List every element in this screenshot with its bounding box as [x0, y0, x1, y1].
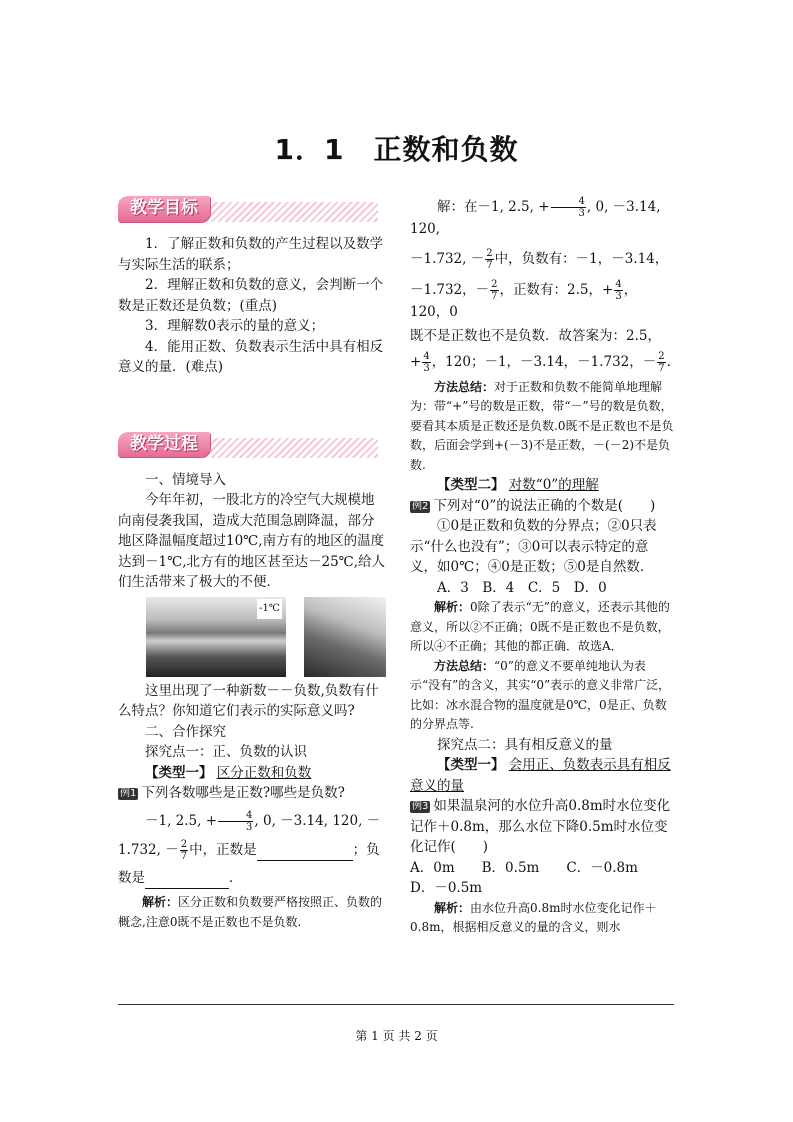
solution-part: ，120，0 [410, 281, 638, 320]
type-1-heading [118, 763, 386, 784]
section-1-heading: 一、情境导入 [145, 471, 226, 488]
solution-part: ，正数有：2.5，+ [499, 281, 614, 298]
fraction-numerator: 4 [615, 278, 622, 290]
right-column [410, 196, 674, 938]
example-1-list-line-3 [118, 868, 386, 890]
list-part: －1, 2.5, + [145, 812, 218, 829]
fraction-numerator: 4 [551, 196, 586, 208]
example-1 [118, 783, 386, 804]
fraction-numerator: 2 [658, 350, 665, 362]
fraction-denominator: 3 [578, 208, 585, 219]
example-1-tag: 例1 [120, 788, 137, 799]
list-part: 1.732, － [118, 841, 179, 858]
type-2-title: 对数“0”的理解 [508, 477, 599, 493]
fraction-2-7 [657, 351, 665, 374]
list-part: , 0, －3.14, 120, － [254, 812, 381, 829]
fraction-numerator: 2 [486, 247, 493, 259]
type-3-bracket: 【类型一】 [437, 757, 505, 773]
fraction-2-7 [180, 839, 188, 862]
process-banner-text: 教学过程 [118, 432, 210, 458]
fraction-denominator: 3 [246, 821, 253, 833]
example-2 [410, 496, 674, 517]
analysis-text: 由水位升高0.8m时水位变化记作＋0.8m，根据相反意义的量的含义，则水 [410, 900, 657, 934]
fraction-denominator: 7 [180, 850, 188, 862]
beach-photo [146, 597, 286, 677]
analysis-text: 区分正数和负数要严格按照正、负数的概念,注意0既不是正数也不是负数. [118, 895, 383, 929]
photo-temperature-label: -1℃ [257, 599, 282, 620]
intro-paragraph: 今年年初，一股北方的冷空气大规模地向南侵袭我国，造成大范围急剧降温，部分地区降温幅度超过10℃,南方有的地区的温度达到－1℃,北方有的地区甚至达－25℃,给人们生活带来了极大的不便． [118, 492, 386, 590]
analysis-3 [410, 899, 674, 938]
solution-line-1 [410, 196, 674, 240]
fraction-denominator: 7 [491, 290, 498, 302]
solution-part: －1.732，－ [410, 281, 490, 298]
fraction-2-7 [485, 248, 493, 271]
fraction-4-3 [551, 196, 586, 219]
process-banner [118, 432, 378, 464]
answer-blank-negative[interactable] [145, 868, 229, 890]
goal-4: 4．能用正数、负数表示生活中具有相反意义的量．(难点) [118, 338, 384, 375]
analysis-1 [118, 893, 386, 932]
example-3 [410, 796, 674, 858]
solution-line-2 [410, 248, 674, 271]
left-column [118, 196, 386, 932]
fraction-numerator: 4 [423, 350, 430, 362]
answer-blank-positive[interactable] [257, 840, 353, 862]
method-label: 方法总结： [434, 658, 495, 673]
solution-part: 解：在－1, 2.5, + [437, 199, 550, 215]
solution-part: 中，负数有：－1，－3.14， [494, 250, 669, 267]
method-summary-2 [410, 657, 674, 735]
fraction-denominator: 3 [423, 362, 430, 374]
list-part: 中，正数是 [189, 841, 257, 858]
fraction-4-3 [218, 810, 253, 833]
solution-part: －1.732, － [410, 250, 485, 267]
type-1-bracket: 【类型一】 [145, 764, 213, 781]
goals-banner [118, 196, 378, 228]
solution-line-5 [410, 351, 674, 374]
fraction-4-3 [422, 351, 430, 374]
solution-part: ，120；－1，－3.14，－1.732，－ [431, 353, 657, 370]
example-2-text: 下列对“0”的说法正确的个数是( ) [433, 497, 656, 514]
type-3-heading [410, 755, 674, 796]
example-1-list-line-1 [118, 810, 386, 833]
example-2-items: ①0是正数和负数的分界点；②0只表示“什么也没有”；③0可以表示特定的意义，如0℃；④0是正数；⑤0是自然数． [410, 518, 657, 575]
point-1-heading: 探究点一：正、负数的认识 [145, 744, 307, 760]
solution-line-3 [410, 279, 674, 323]
point-2-heading: 探究点二：具有相反意义的量 [437, 736, 613, 753]
example-3-tag: 例3 [412, 801, 429, 812]
goal-1: 1．了解正数和负数的产生过程以及数学与实际生活的联系； [118, 236, 384, 273]
list-part: ． [229, 869, 243, 886]
fraction-numerator: 2 [180, 838, 188, 850]
fraction-numerator: 2 [491, 278, 498, 290]
method-label: 方法总结： [434, 379, 495, 394]
footer-divider [118, 1004, 674, 1005]
analysis-label: 解析： [434, 600, 471, 614]
page-title: 1．1 正数和负数 [274, 133, 519, 166]
type-2-heading [410, 475, 674, 496]
solution-part: , 0, －3.14, 120, [410, 199, 661, 237]
solution-part: + [410, 353, 422, 370]
example-3-text: 如果温泉河的水位升高0.8m时水位变化记作＋0.8m，那么水位下降0.5m时水位变化记作( ) [410, 798, 671, 855]
fraction-denominator: 3 [615, 290, 622, 302]
goal-3: 3．理解数0表示的量的意义； [145, 318, 325, 334]
solution-line-4: 既不是正数也不是负数．故答案为：2.5， [410, 328, 661, 344]
goal-2: 2．理解正数和负数的意义，会判断一个数是正数还是负数；(重点) [118, 277, 384, 314]
method-summary-1 [410, 378, 674, 476]
method-text: “0”的意义不要单纯地认为表示“没有”的含义，其实“0”表示的意义非常广泛，比如：冰水混合物的温度就是0℃，0是正、负数的分界点等. [410, 658, 671, 731]
analysis-2 [410, 598, 674, 657]
analysis-label: 解析： [142, 895, 179, 909]
question-paragraph: 这里出现了一种新数－－负数,负数有什么特点？你知道它们表示的实际意义吗? [118, 682, 379, 719]
snow-photo [304, 597, 386, 677]
list-part: 数是 [118, 869, 145, 886]
fraction-denominator: 7 [658, 362, 665, 374]
example-1-list-line-2 [118, 839, 386, 862]
list-part: ；负 [352, 841, 380, 858]
example-3-options-1: A．0m B．0.5m C．－0.8m [410, 859, 638, 876]
solution-part: . [666, 353, 671, 370]
example-2-tag: 例2 [412, 500, 429, 512]
photo-row [118, 597, 386, 679]
type-1-title: 区分正数和负数 [216, 764, 312, 781]
fraction-denominator: 7 [486, 259, 493, 271]
goals-banner-text: 教学目标 [118, 196, 210, 222]
fraction-numerator: 4 [218, 810, 253, 822]
example-3-options-2: D．－0.5m [410, 880, 483, 896]
method-text: 对于正数和负数不能简单地理解为：带“+”号的数是正数，带“－”号的数是负数，要看其本质是正数还是负数.0既不是正数也不是负数，后面会学到+(－3)不是正数，－(－2)不是负数. [410, 379, 674, 472]
analysis-text: 0除了表示“无”的意义，还表示其他的意义，所以②不正确；0既不是正数也不是负数，所以④不正确；其他的都正确．故选A． [410, 600, 670, 653]
section-2-heading: 二、合作探究 [145, 723, 226, 740]
page-footer: 第 1 页 共 2 页 [355, 1029, 438, 1043]
fraction-4-3 [614, 279, 622, 302]
type-3-title: 会用正、负数表示具有相反意义的量 [410, 757, 671, 794]
analysis-label: 解析： [434, 900, 471, 915]
example-1-text: 下列各数哪些是正数?哪些是负数? [141, 785, 345, 801]
type-2-bracket: 【类型二】 [437, 477, 505, 493]
example-2-options: A．3 B．4 C．5 D．0 [437, 579, 607, 596]
fraction-2-7 [490, 279, 498, 302]
